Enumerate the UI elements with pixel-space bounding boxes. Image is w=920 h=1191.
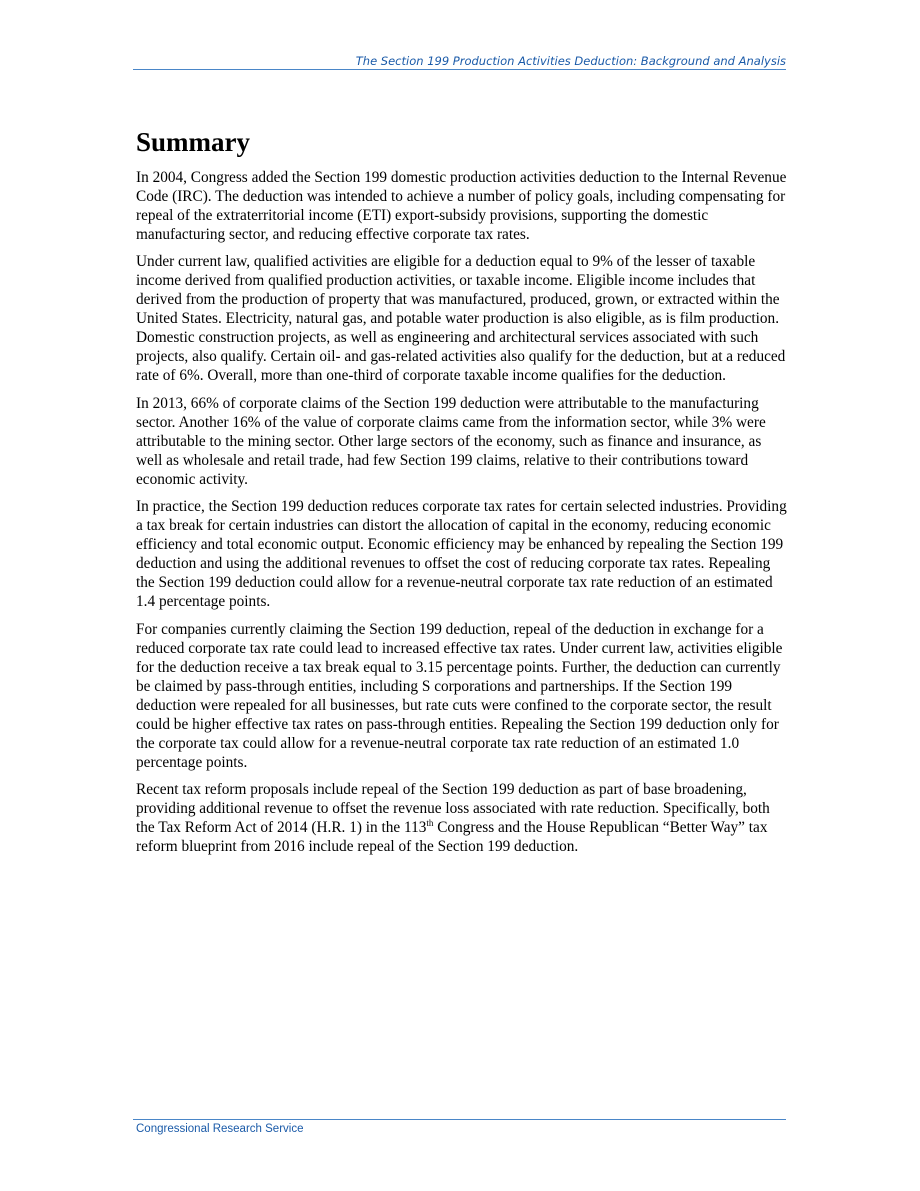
- footer-organization: Congressional Research Service: [136, 1123, 304, 1135]
- summary-paragraph: For companies currently claiming the Section 199 deduction, repeal of the deduction in exchange for a reduced corporate tax rate could lead to increased effective tax rates. Under current law, activities eligible for the deduction receive a tax break equal to 3.15 percentage points. Further, the deduction can currently be claimed by pass-through entities, including S corporations and partnerships. If the Section 199 deduction were repealed for all businesses, but rate cuts were confined to the corporate sector, the result could be higher effective tax rates on pass-through entities. Repealing the Section 199 deduction only for the corporate tax could allow for a revenue-neutral corporate tax rate reduction of an estimated 1.0 percentage points.: [136, 620, 783, 771]
- paragraph-text: Congress and the House Republican “Better Way” tax reform blueprint from 2016 include repeal of the Section 199 deduction.: [136, 818, 768, 855]
- summary-paragraph: In practice, the Section 199 deduction reduces corporate tax rates for certain selected industries. Providing a tax break for certain industries can distort the allocation of capital in the economy, reducing economic efficiency and total economic output. Economic efficiency may be enhanced by repealing the Section 199 deduction and using the additional revenues to offset the cost of reducing corporate tax rates. Repealing the Section 199 deduction could allow for a revenue-neutral corporate tax rate reduction of an estimated 1.4 percentage points.: [136, 498, 787, 611]
- summary-paragraph: Under current law, qualified activities are eligible for a deduction equal to 9% of the lesser of taxable income derived from qualified production activities, or taxable income. Eligible income includes that derived from the production of property that was manufactured, produced, grown, or extracted within the United States. Electricity, natural gas, and potable water production is also eligible, as is film production. Domestic construction projects, as well as engineering and architectural services associated with such projects, also qualify. Certain oil- and gas-related activities also qualify for the deduction, but at a reduced rate of 6%. Overall, more than one-third of corporate taxable income qualifies for the deduction.: [136, 253, 786, 385]
- footer-rule: [133, 1119, 786, 1120]
- summary-heading: Summary: [136, 127, 250, 157]
- running-header: The Section 199 Production Activities Deduction: Background and Analysis: [133, 54, 786, 70]
- summary-paragraph-last: [136, 780, 788, 856]
- paragraph-text: Recent tax reform proposals include repeal of the Section 199 deduction as part of base broadening, providing additional revenue to offset the revenue loss associated with rate reduction. Specifically, both the Tax Reform Act of 2014 (H.R. 1) in the 113: [136, 780, 770, 836]
- summary-paragraph: In 2004, Congress added the Section 199 domestic production activities deduction to the Internal Revenue Code (IRC). The deduction was intended to achieve a number of policy goals, including compensating for repeal of the extraterritorial income (ETI) export-subsidy provisions, supporting the domestic manufacturing sector, and reducing effective corporate tax rates.: [136, 169, 787, 243]
- ordinal-superscript: th: [426, 817, 434, 828]
- summary-paragraph: In 2013, 66% of corporate claims of the Section 199 deduction were attributable to the manufacturing sector. Another 16% of the value of corporate claims came from the information sector, while 3% were attributable to the mining sector. Other large sectors of the economy, such as finance and insurance, as well as wholesale and retail trade, had few Section 199 claims, relative to their contributions toward economic activity.: [136, 394, 766, 488]
- page-body: [136, 124, 788, 864]
